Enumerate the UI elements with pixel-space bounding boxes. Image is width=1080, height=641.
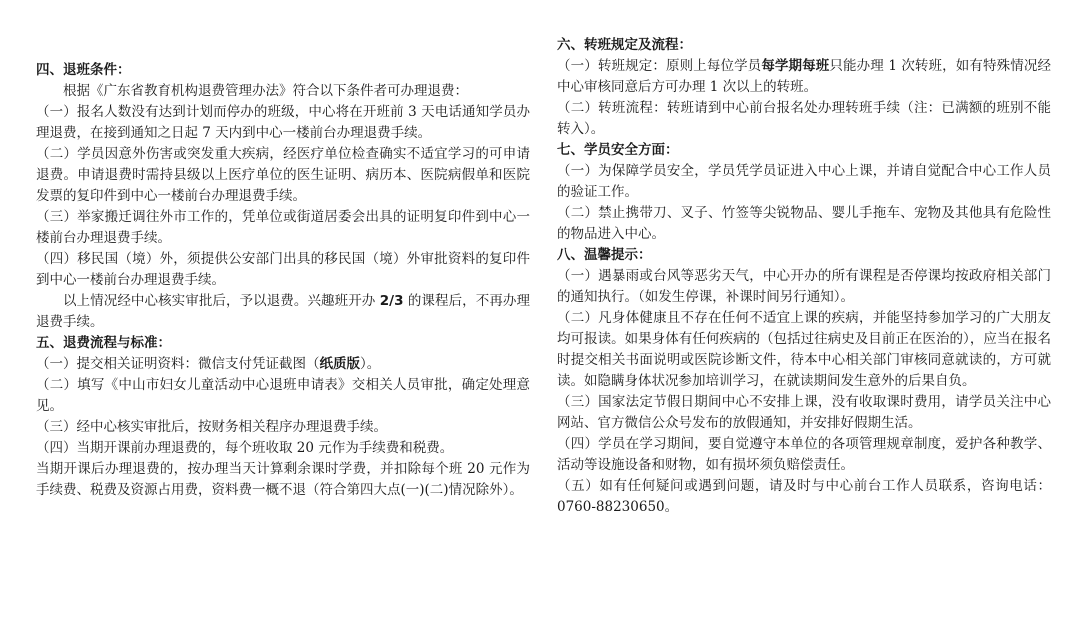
section6-item-1-after: 只能办理 1 次转班，如有特殊情况经中心审核同意后方可办理 1 次以上的转班。	[557, 58, 1052, 95]
section5-item-1-before: （一）提交相关证明资料：微信支付凭证截图（	[36, 356, 320, 372]
closing-text-before: 以上情况经中心核实审批后，予以退费。兴趣班开办	[63, 293, 380, 309]
section7-heading: 七、学员安全方面：	[557, 142, 679, 158]
section4-closing	[36, 291, 530, 333]
section7-item-1: （一）为保障学员安全，学员凭学员证进入中心上课，并请自觉配合中心工作人员的验证工作。	[557, 163, 1051, 200]
section6-item-1-before: （一）转班规定：原则上每位学员	[557, 58, 762, 74]
section4-intro: 根据《广东省教育机构退费管理办法》符合以下条件者可办理退费：	[63, 83, 468, 99]
section7-item-2: （二）禁止携带刀、叉子、竹签等尖锐物品、婴儿手拖车、宠物及其他具有危险性的物品进入中心。	[557, 205, 1051, 242]
section4-item-2: （二）学员因意外伤害或突发重大疾病，经医疗单位检查确实不适宜学习的可申请退费。申请退费时需持县级以上医疗单位的医生证明、病历本、医院病假单和医院发票的复印件到中心一楼前台办理退费手续。	[36, 146, 530, 204]
closing-emphasis: 2/3	[379, 293, 404, 309]
section8-heading: 八、温馨提示：	[557, 247, 652, 263]
section4-item-1: （一）报名人数没有达到计划而停办的班级，中心将在开班前 3 天电话通知学员办理退费，在接到通知之日起 7 天内到中心一楼前台办理退费手续。	[36, 104, 530, 141]
section8-item-4: （四）学员在学习期间，要自觉遵守本单位的各项管理规章制度，爱护各种教学、活动等设施设备和财物，如有损坏须负赔偿责任。	[557, 436, 1051, 473]
section5-item-1-after: ）。	[360, 356, 381, 372]
section5-item-5: 当期开课后办理退费的，按办理当天计算剩余课时学费，并扣除每个班 20 元作为手续费、税费及资源占用费，资料费一概不退（符合第四大点(一)(二)情况除外）。	[36, 461, 530, 498]
section4-item-4: （四）移民国（境）外，须提供公安部门出具的移民国（境）外审批资料的复印件到中心一楼前台办理退费手续。	[36, 251, 530, 288]
left-column	[36, 60, 530, 501]
section5-item-1-emphasis: 纸质版	[319, 356, 360, 372]
section8-item-3: （三）国家法定节假日期间中心不安排上课，没有收取课时费用，请学员关注中心网站、官方微信公众号发布的放假通知，并安排好假期生活。	[557, 394, 1051, 431]
section5-item-2: （二）填写《中山市妇女儿童活动中心退班申请表》交相关人员审批，确定处理意见。	[36, 377, 530, 414]
closing-text-after: 的课程后，不再办理退费手续。	[36, 293, 530, 330]
section6-item-1-emphasis: 每学期每班	[761, 58, 830, 74]
section6-heading: 六、转班规定及流程：	[557, 37, 692, 53]
section8-item-1: （一）遇暴雨或台风等恶劣天气，中心开办的所有课程是否停课均按政府相关部门的通知执行。（如发生停课，补课时间另行通知）。	[557, 268, 1051, 305]
section8-item-2: （二）凡身体健康且不存在任何不适宜上课的疾病，并能坚持参加学习的广大朋友均可报读。如果身体有任何疾病的（包括过往病史及目前正在医治的），应当在报名时提交相关书面说明或医院诊断文件，待本中心相关部门审核同意就读的，方可就读。如隐瞒身体状况参加培训学习，在就读期间发生意外的后果自负。	[557, 310, 1051, 389]
section8-item-5: （五）如有任何疑问或遇到问题，请及时与中心前台工作人员联系，咨询电话：0760-88230650。	[557, 478, 1051, 515]
section5-item-1	[36, 354, 530, 375]
section6-item-2: （二）转班流程：转班请到中心前台报名处办理转班手续（注：已满额的班别不能转入）。	[557, 100, 1051, 137]
section4-item-3: （三）举家搬迁调往外市工作的，凭单位或街道居委会出具的证明复印件到中心一楼前台办理退费手续。	[36, 209, 530, 246]
section4-heading: 四、退班条件：	[36, 62, 131, 78]
section6-item-1	[557, 56, 1051, 98]
section5-item-3: （三）经中心核实审批后，按财务相关程序办理退费手续。	[36, 419, 387, 435]
right-column	[557, 35, 1051, 518]
section5-item-4: （四）当期开课前办理退费的，每个班收取 20 元作为手续费和税费。	[36, 440, 454, 456]
section5-heading: 五、退费流程与标准：	[36, 335, 171, 351]
